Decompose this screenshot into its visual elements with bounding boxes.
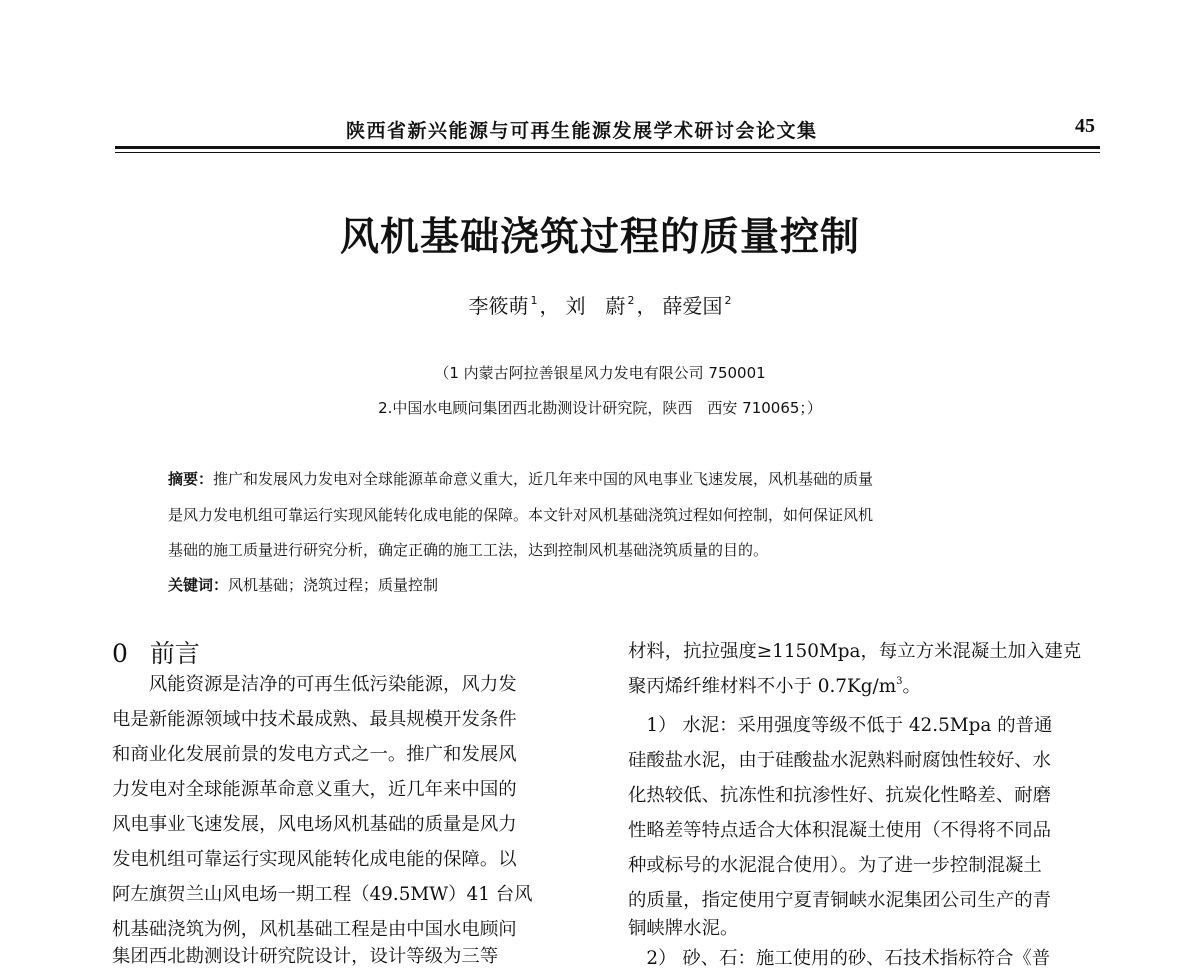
section-title: 前言 <box>149 639 200 668</box>
abstract-label: 摘要： <box>168 470 214 488</box>
body-line: 集团西北勘测设计研究院设计，设计等级为三等 <box>112 946 499 967</box>
body-line: 材料，抗拉强度≥1150Mpa，每立方米混凝土加入建克 <box>628 641 1082 662</box>
author-affil-mark: 2 <box>724 294 732 307</box>
body-line: 的质量，指定使用宁夏青铜峡水泥集团公司生产的青 <box>628 890 1051 911</box>
author-name: 李筱萌 <box>468 294 529 318</box>
affiliation-line: 2.中国水电顾问集团西北勘测设计研究院，陕西 西安 710065；） <box>378 399 822 417</box>
body-line: 力发电对全球能源革命意义重大，近几年来中国的 <box>112 779 517 800</box>
keywords-text: 风机基础；浇筑过程；质量控制 <box>228 576 439 594</box>
abstract-text: 推广和发展风力发电对全球能源革命意义重大，近几年来中国的风电事业飞速发展，风机基础的质量 <box>213 470 874 488</box>
body-text: 聚丙烯纤维材料不小于 0.7Kg/m <box>628 676 897 697</box>
body-line: 化热较低、抗冻性和抗渗性好、抗炭化性略差、耐磨 <box>628 785 1051 806</box>
body-text: 。 <box>902 676 921 697</box>
abstract-line: 是风力发电机组可靠运行实现风能转化成电能的保障。本文针对风机基础浇筑过程如何控制，如何保证风机 <box>168 506 874 524</box>
author-name: 薛爱国 <box>662 294 723 318</box>
keywords-label: 关键词： <box>168 576 229 594</box>
affiliation-line: （1 内蒙古阿拉善银星风力发电有限公司 750001 <box>434 364 766 382</box>
page-number: 45 <box>1075 115 1095 137</box>
body-line: 阿左旗贺兰山风电场一期工程（49.5MW）41 台风 <box>112 884 533 905</box>
body-line: 2） 砂、石：施工使用的砂、石技术指标符合《普 <box>628 948 1051 969</box>
header-rule-thin <box>115 152 1100 153</box>
running-header-title: 陕西省新兴能源与可再生能源发展学术研讨会论文集 <box>346 120 818 142</box>
body-line: 种或标号的水泥混合使用）。为了进一步控制混凝土 <box>628 855 1042 876</box>
superscript: 3 <box>896 676 903 687</box>
abstract-line <box>168 468 873 489</box>
body-line: 铜峡牌水泥。 <box>628 918 739 939</box>
author-name: 刘 蔚 <box>565 294 626 318</box>
section-number: 0 <box>112 639 128 668</box>
body-line <box>628 672 921 698</box>
section-heading <box>112 634 200 670</box>
body-line: 发电机组可靠运行实现风能转化成电能的保障。以 <box>112 849 517 870</box>
body-line: 硅酸盐水泥，由于硅酸盐水泥熟料耐腐蚀性较好、水 <box>628 750 1051 771</box>
author-affil-mark: 1 <box>530 294 538 307</box>
body-line: 机基础浇筑为例，风机基础工程是由中国水电顾问 <box>112 919 517 940</box>
keywords-line <box>168 574 438 595</box>
author-affil-mark: 2 <box>627 294 635 307</box>
author-separator: ， <box>636 294 657 318</box>
body-line: 风电事业飞速发展，风电场风机基础的质量是风力 <box>112 814 517 835</box>
body-line: 和商业化发展前景的发电方式之一。推广和发展风 <box>112 744 517 765</box>
body-line: 1） 水泥：采用强度等级不低于 42.5Mpa 的普通 <box>628 715 1053 736</box>
author-separator: ， <box>539 294 560 318</box>
abstract-line: 基础的施工质量进行研究分析，确定正确的施工工法，达到控制风机基础浇筑质量的目的。 <box>168 541 769 559</box>
body-line: 风能资源是洁净的可再生低污染能源，风力发 <box>112 674 517 695</box>
paper-title: 风机基础浇筑过程的质量控制 <box>339 215 860 260</box>
body-line: 性略差等特点适合大体积混凝土使用（不得将不同品 <box>628 820 1051 841</box>
header-rule-thick <box>115 146 1100 149</box>
body-line: 电是新能源领域中技术最成熟、最具规模开发条件 <box>112 709 517 730</box>
author-list <box>0 290 1200 319</box>
